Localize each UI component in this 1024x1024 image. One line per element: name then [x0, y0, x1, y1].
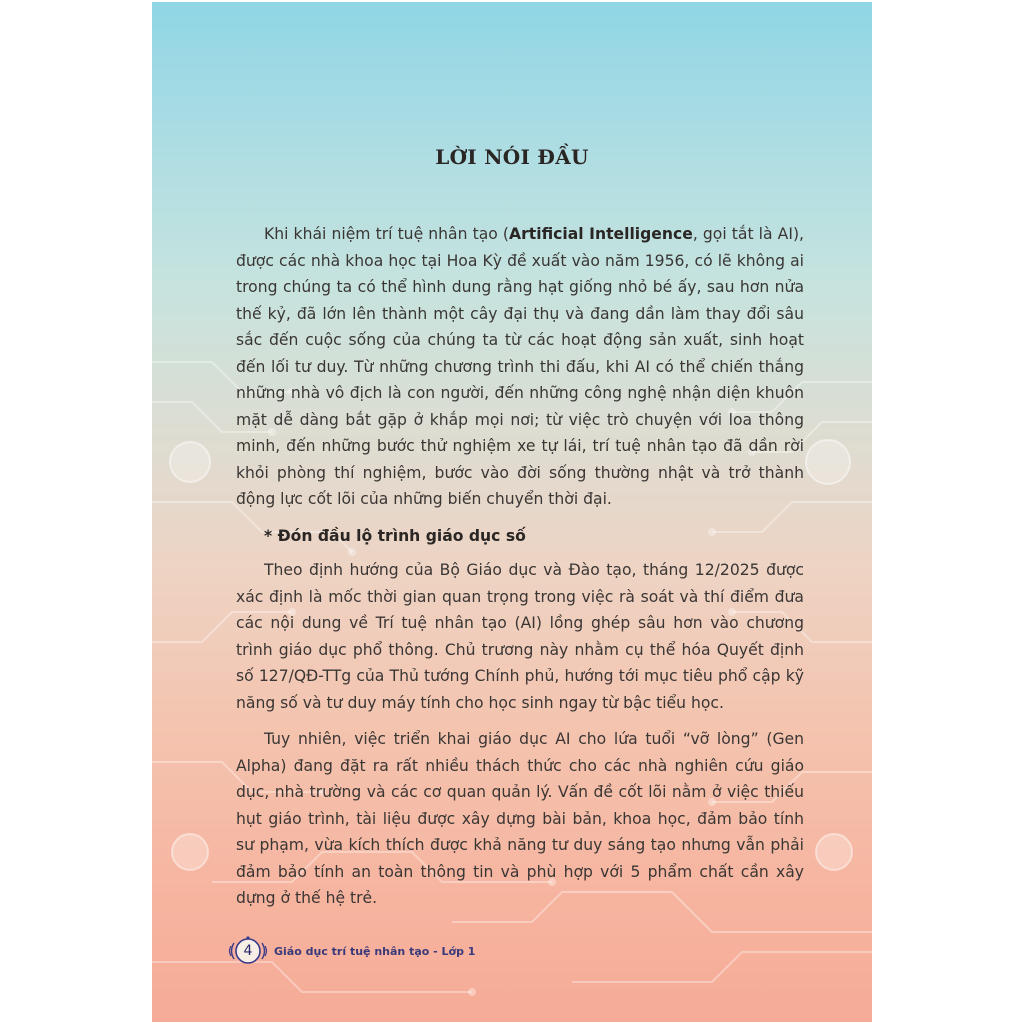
- page-number: 4: [243, 943, 253, 959]
- paragraph-intro: Khi khái niệm trí tuệ nhân tạo (Artificial Intelligence, gọi tắt là AI), được các nhà khoa học tại Hoa Kỳ đề xuất vào năm 1956, có lẽ không ai trong chúng ta có thể hình dung rằng hạt giống nhỏ bé ấy, sau hơn nửa thế kỷ, đã lớn lên thành một cây đại thụ và đang dần làm thay đổi sâu sắc đến cuộc sống của chúng ta từ các hoạt động sản xuất, sinh hoạt đến lối tư duy. Từ những chương trình thi đấu, khi AI có thể chiến thắng những nhà vô địch là con người, đến những công nghệ nhận diện khuôn mặt dễ dàng bắt gặp ở khắp mọi nơi; từ việc trò chuyện với loa thông minh, đến những bước thử nghiệm xe tự lái, trí tuệ nhân tạo đã dần rời khỏi phòng thí nghiệm, bước vào đời sống thường nhật và trở thành động lực cốt lõi của những biến chuyển thời đại.: [236, 225, 804, 508]
- bold-term: Artificial Intelligence: [509, 225, 693, 243]
- paragraph-education-policy: Theo định hướng của Bộ Giáo dục và Đào tạo, tháng 12/2025 được xác định là mốc thời gian quan trọng trong việc rà soát và thí điểm đưa các nội dung về Trí tuệ nhân tạo (AI) lồng ghép sâu hơn vào chương trình giáo dục phổ thông. Chủ trương này nhằm cụ thể hóa Quyết định số 127/QĐ-TTg của Thủ tướng Chính phủ, hướng tới mục tiêu phổ cập kỹ năng số và tư duy máy tính cho học sinh ngay từ bậc tiểu học.: [236, 561, 804, 712]
- page-number-badge: [228, 934, 268, 968]
- page-footer: [228, 934, 528, 968]
- book-title: Giáo dục trí tuệ nhân tạo - Lớp 1: [274, 944, 476, 958]
- page-heading: LỜI NÓI ĐẦU: [435, 145, 589, 169]
- book-page: [152, 2, 872, 1022]
- paragraph-challenges: Tuy nhiên, việc triển khai giáo dục AI cho lứa tuổi “vỡ lòng” (Gen Alpha) đang đặt ra rất nhiều thách thức cho các nhà nghiên cứu giáo dục, nhà trường và các cơ quan quản lý. Vấn đề cốt lõi nằm ở việc thiếu hụt giáo trình, tài liệu được xây dựng bài bản, khoa học, đảm bảo tính sư phạm, vừa kích thích được khả năng tư duy sáng tạo nhưng vẫn phải đảm bảo tính an toàn thông tin và phù hợp với 5 phẩm chất cần xây dựng ở thế hệ trẻ.: [236, 730, 804, 907]
- section-subheading: * Đón đầu lộ trình giáo dục số: [264, 526, 526, 545]
- body-text: [236, 221, 804, 922]
